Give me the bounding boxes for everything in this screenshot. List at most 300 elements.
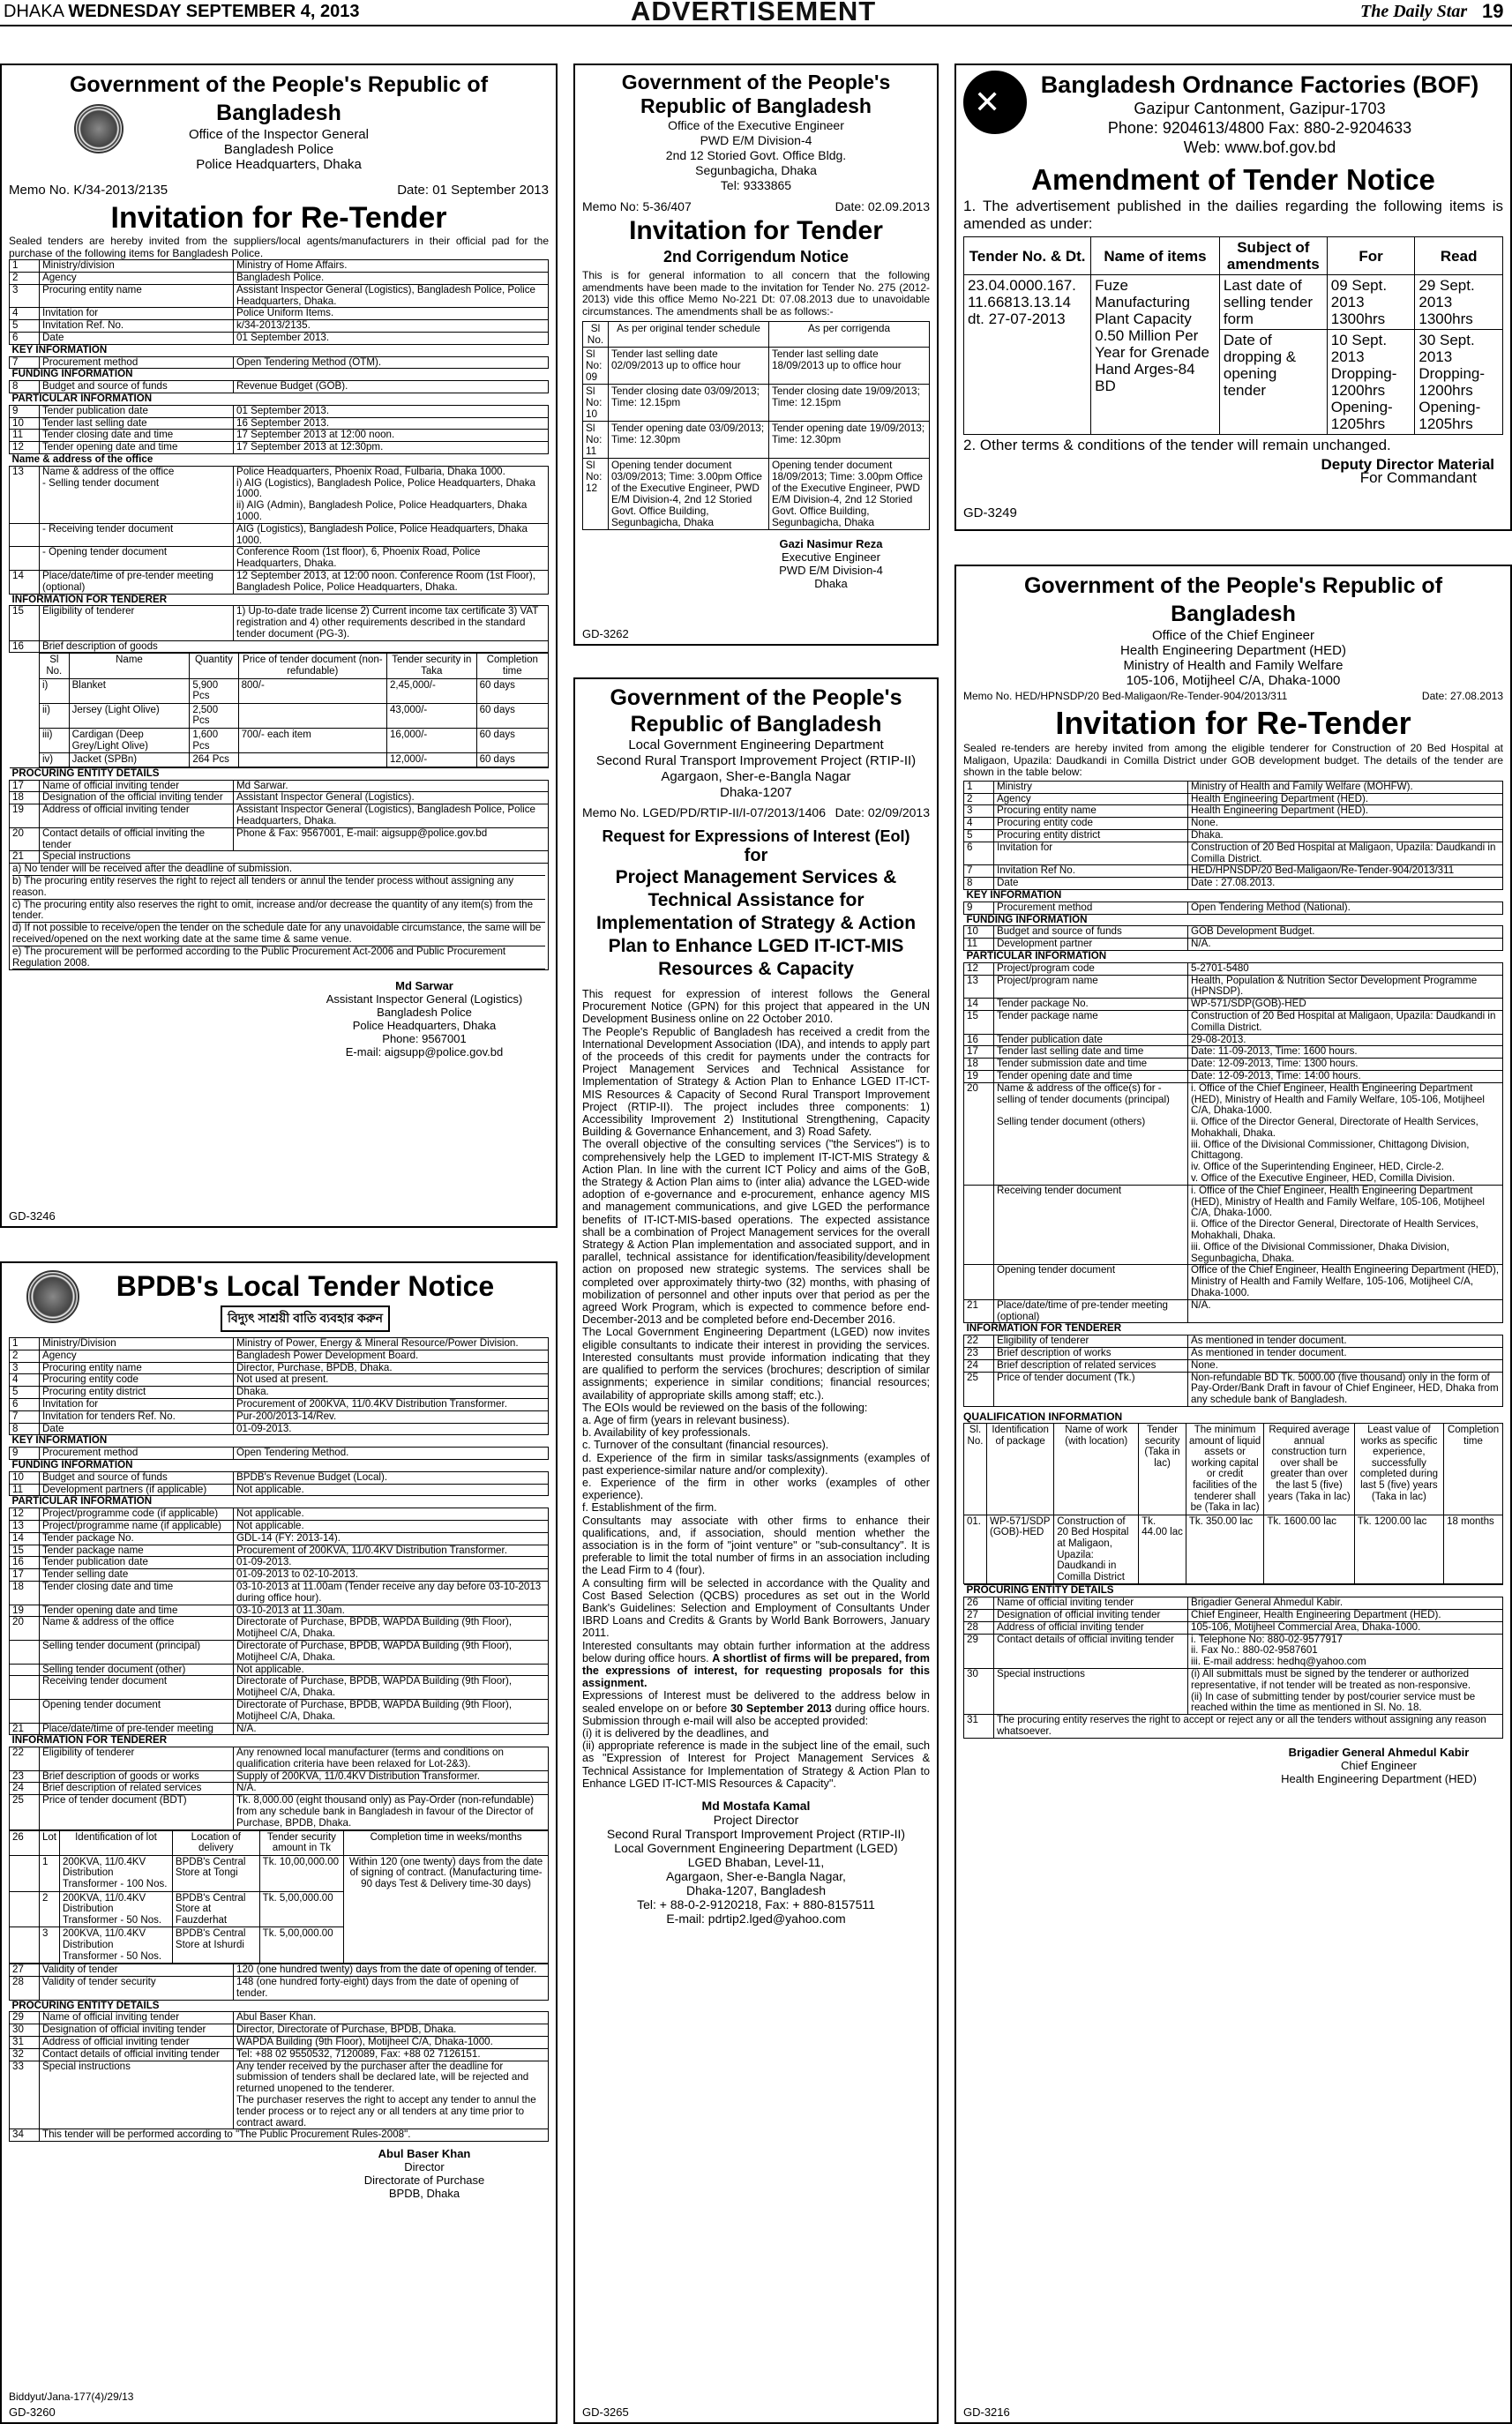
row-value: Open Tendering Method (OTM).	[234, 356, 549, 369]
row-label: Tender package name	[40, 1545, 234, 1557]
instruction-item: e) The procurement will be performed according to the Public Procurement Act-2006 and Public Procurement Regulation 2008.	[12, 946, 545, 970]
row-label: Brief description of related services	[994, 1359, 1188, 1372]
table-row	[964, 1335, 1503, 1348]
row-label: Special instructions	[40, 2061, 234, 2129]
row-number: 15	[10, 1545, 40, 1557]
row-label: Brief description of goods or works	[40, 1770, 234, 1783]
table-row	[10, 1735, 549, 1747]
section-title: ADVERTISEMENT	[631, 0, 877, 26]
table-row	[964, 878, 1503, 890]
table-row	[10, 1545, 549, 1557]
row-label: - Receiving tender document	[40, 523, 234, 547]
table-row	[964, 1359, 1503, 1372]
table-row	[10, 1338, 549, 1350]
table-row	[10, 1770, 549, 1783]
ad-hed-retender	[954, 565, 1512, 2424]
table-cell: Sl No: 11	[583, 422, 609, 459]
page-number: 19	[1482, 0, 1504, 22]
table-row	[964, 275, 1503, 330]
row-label: Name & address of the office - Selling tender document	[40, 466, 234, 523]
office-line: Tel: 9333865	[720, 178, 792, 192]
gd-code: GD-3262	[582, 627, 629, 640]
instruction-item: c) The procuring entity also reserves the right to omit, increase and/or decrease the quantity of any item(s) from the tender.	[12, 900, 545, 924]
memo-line: Memo No. K/34-2013/2135 Date: 01 September 2013	[9, 183, 549, 198]
table-row	[10, 1977, 549, 2001]
table-cell: Tender last selling date 18/09/2013 up to office hour	[768, 348, 929, 385]
table-cell: 60 days	[476, 703, 548, 728]
row-label: Validity of tender security	[40, 1977, 234, 2001]
column-header: Completion time in weeks/months	[344, 1830, 549, 1855]
row-label: Agency	[994, 793, 1188, 805]
column-header: For	[1327, 237, 1415, 275]
table-row	[10, 1855, 549, 1891]
row-value: Police Uniform Items.	[234, 308, 549, 320]
row-label: - Opening tender document	[40, 547, 234, 571]
paragraph: This request for expression of interest follows the General Procurement Notice (GPN) for this project that appeared in the UN Development Business online on 22 October 2010.	[582, 988, 930, 1026]
row-number: 21	[964, 1299, 994, 1323]
row-value: Non-refundable BD Tk. 5000.00 (five thousand) only in the form of Pay-Order/Bank Draft in favour of Chief Engineer, HED, Dhaka from any schedule bank of Bangladesh.	[1188, 1372, 1503, 1406]
table-cell: i)	[40, 678, 70, 703]
row-number: 23	[964, 1348, 994, 1360]
section-heading: PROCURING ENTITY DETAILS	[964, 1585, 1503, 1597]
row-number: 16	[964, 1034, 994, 1046]
table-row	[10, 1723, 549, 1735]
row-label: Procuring entity district	[40, 1387, 234, 1399]
eoi-conditions	[582, 1727, 930, 1790]
tender-table	[9, 1964, 549, 2142]
table-row	[964, 1265, 1503, 1299]
table-row	[964, 1070, 1503, 1082]
row-number	[10, 547, 40, 571]
column-header: Identification of package	[987, 1424, 1054, 1515]
table-cell: Cardigan (Deep Grey/Light Olive)	[69, 729, 190, 753]
row-label: Budget and source of funds	[40, 381, 234, 393]
table-row	[964, 1348, 1503, 1360]
row-number: 10	[10, 1471, 40, 1484]
page-header	[0, 0, 1512, 26]
row-number: 5	[964, 829, 994, 842]
table-row	[10, 430, 549, 442]
table-row	[10, 2012, 549, 2024]
table-cell: Sl No: 12	[583, 459, 609, 530]
memo-line: Memo No. LGED/PD/RTIP-II/I-07/2013/1406 Date: 02/09/2013	[582, 805, 930, 819]
row-number: 4	[10, 308, 40, 320]
column-header: Least value of works as specific experience, successfully completed during last 5 (five) years (Taka in lac)	[1354, 1424, 1443, 1515]
table-row	[964, 1372, 1503, 1406]
paragraph: b. Availability of key professionals.	[582, 1426, 751, 1440]
row-label: Budget and source of funds	[994, 926, 1188, 939]
section-heading: PARTICULAR INFORMATION	[10, 1496, 549, 1508]
table-row	[10, 308, 549, 320]
table-row	[10, 1569, 549, 1582]
table-row	[10, 260, 549, 273]
row-number: 4	[10, 1374, 40, 1387]
table-cell: 200KVA, 11/0.4KV Distribution Transformer - 50 Nos.	[60, 1891, 173, 1927]
row-label: Procuring entity name	[40, 1362, 234, 1374]
row-number	[964, 1185, 994, 1265]
table-row	[964, 842, 1503, 865]
row-number: 1	[10, 260, 40, 273]
row-label: Procuring entity code	[994, 818, 1188, 830]
column-header: As per original tender schedule	[608, 322, 768, 348]
row-number: 5	[10, 320, 40, 333]
table-cell	[238, 753, 386, 767]
row-number: 7	[10, 356, 40, 369]
row-value: Phone & Fax: 9567001, E-mail: aigsupp@police.gov.bd	[234, 827, 549, 851]
row-label: Procurement method	[40, 356, 234, 369]
column-header: Tender security in Taka	[387, 654, 477, 678]
signature-block: Gazi Nasimur Reza Executive Engineer PWD E/M Division-4 Dhaka	[779, 537, 883, 591]
row-number: 16	[10, 640, 40, 653]
row-label: Selling tender document (principal)	[40, 1640, 234, 1664]
row-number: 30	[964, 1668, 994, 1714]
row-value: Supply of 200KVA, 11/0.4KV Distribution Transformer.	[234, 1770, 549, 1783]
paragraph: The People's Republic of Bangladesh has received a credit from the International Development Association (IDA), and intends to apply part of the proceeds of this credit for payments under the contracts for Project Management Services and Technical Assistance for Implementation of Strategy & Action Plan to Enhance LGED IT-ICT-MIS Resources & Capacity of Second Rural Transport Improvement Project (RTIP-II). The project includes three components: 1) Accessibility Improvement 2) Institutional Strengthening, Capacity Building & Governance Enhancement, and 3) Road Safety.	[582, 1025, 930, 1139]
row-label: Tender opening date and time	[40, 1605, 234, 1617]
row-label: Receiving tender document	[40, 1676, 234, 1700]
table-row	[964, 1299, 1503, 1323]
row-value: Tk. 8,000.00 (eight thousand only) as Pay-Order (non-refundable) from any schedule bank in Bangladesh in favour of the Director of Purchase, BPDB, Dhaka.	[234, 1795, 549, 1829]
table-row	[10, 547, 549, 571]
table-row	[10, 2000, 549, 2012]
row-value: Any renowned local manufacturer (terms and conditions on qualification criteria have been relaxed for Lot-2&3).	[234, 1747, 549, 1771]
table-header	[40, 654, 549, 678]
table-row	[10, 1581, 549, 1605]
table-row	[10, 827, 549, 851]
row-label: Validity of tender	[40, 1964, 234, 1977]
table-row	[964, 902, 1503, 914]
row-value: Pur-200/2013-14/Rev.	[234, 1410, 549, 1423]
row-number: 34	[10, 2129, 40, 2142]
column-header: Lot	[40, 1830, 60, 1855]
row-number: 27	[964, 1609, 994, 1621]
row-value: Procurement of 200KVA, 11/0.4KV Distribution Transformer.	[234, 1398, 549, 1410]
row-number: 12	[10, 442, 40, 454]
column-header: Tender security (Taka in lac)	[1139, 1424, 1186, 1515]
row-number: 1	[964, 781, 994, 793]
table-row	[10, 2036, 549, 2048]
address-line: Phone: 9204613/4800 Fax: 880-2-9204633	[1107, 119, 1412, 137]
row-value: Ministry of Power, Energy & Mineral Resource/Power Division.	[234, 1338, 549, 1350]
row-value: None.	[1188, 1359, 1503, 1372]
section-heading: KEY INFORMATION	[964, 889, 1503, 902]
row-label: Designation of official inviting tender	[994, 1609, 1188, 1621]
signature-block: Md Sarwar Assistant Inspector General (Logistics) Bangladesh Police Police Headquarters, Dhaka Phone: 9567001 E-mail: aigsupp@police.gov.bd	[326, 979, 523, 1059]
row-number: 33	[10, 2061, 40, 2129]
table-cell: Jacket (SPBn)	[69, 753, 190, 767]
table-cell: BPDB's Central Store at Tongi	[172, 1855, 259, 1891]
ad-intro: Sealed tenders are hereby invited from the suppliers/local agents/manufacturers in their official pad for the purchase of the following items for Bangladesh Police.	[9, 235, 549, 259]
row-number: 9	[10, 1448, 40, 1460]
row-number: 18	[10, 792, 40, 804]
row-value: 12 September 2013, at 12:00 noon. Conference Room (1st Floor), Bangladesh Police, Police Headquarters, Dhaka.	[234, 570, 549, 594]
eoi-for: for	[744, 846, 768, 865]
row-value: 16 September 2013.	[234, 417, 549, 430]
table-cell: iii)	[40, 729, 70, 753]
table-row	[10, 851, 549, 864]
table-row	[583, 422, 930, 459]
table-cell: ii)	[40, 703, 70, 728]
row-label: Procuring entity code	[40, 1374, 234, 1387]
table-row	[10, 792, 549, 804]
row-value: Procurement of 200KVA, 11/0.4KV Distribution Transformer.	[234, 1545, 549, 1557]
paragraph: A consulting firm will be selected in accordance with the Quality and Cost Based Selection (QCBS) procedures as set out in the World Bank's Guidelines: Selection and Employment of Consultants Under IBRD Loans and Credits & Grants by World Bank Borrowers, January 2011.	[582, 1576, 930, 1640]
row-value: Date: 11-09-2013, Time: 1600 hours.	[1188, 1046, 1503, 1059]
row-value: i. Office of the Chief Engineer, Health Engineering Department (HED), Ministry of Health and Family Welfare, 105-106, Motijheel C/A, Dhaka-1000. ii. Office of the Director General, Directorate of Health Services, Mohakhali, Dhaka. iii. Office of the Divisional Commissioner, Dhaka Division, Segunbagicha, Dhaka.	[1188, 1185, 1503, 1265]
row-number: 6	[964, 842, 994, 865]
row-value: k/34-2013/2135.	[234, 320, 549, 333]
table-row	[964, 914, 1503, 926]
table-row	[964, 1185, 1503, 1265]
row-label: Name & address of the office(s) for - selling of tender documents (principal) Selling tender document (others)	[994, 1082, 1188, 1185]
row-label: Tender last selling date and time	[994, 1046, 1188, 1059]
row-value: BPDB's Revenue Budget (Local).	[234, 1471, 549, 1484]
ad-title: Government of the People's Republic of Bangladesh	[621, 71, 891, 117]
column-header: Name	[69, 654, 190, 678]
eoi-shortlist: Interested consultants may obtain further information at the address below during office hours. A shortlist of firms will be prepared, from the expressions of interest, for requesting proposals for this assignment.	[582, 1639, 930, 1690]
ad-title: Government of the People's Republic of Bangladesh	[1023, 573, 1443, 626]
row-number: 4	[964, 818, 994, 830]
row-number: 3	[964, 805, 994, 818]
table-row	[10, 284, 549, 308]
row-number: 20	[10, 1617, 40, 1641]
table-cell: 43,000/-	[387, 703, 477, 728]
table-row	[10, 344, 549, 356]
row-value: As mentioned in tender document.	[1188, 1335, 1503, 1348]
office-line: Agargaon, Sher-e-Bangla Nagar	[661, 769, 851, 784]
row-label: Project/program name	[994, 975, 1188, 999]
row-value: Bangladesh Power Development Board.	[234, 1350, 549, 1362]
row-label: Invitation for	[994, 842, 1188, 865]
table-cell: 60 days	[476, 678, 548, 703]
row-label: Agency	[40, 1350, 234, 1362]
row-value: Tel: +88 02 9550532, 7120089, Fax: +88 02 7126151.	[234, 2048, 549, 2061]
table-row	[10, 1640, 549, 1664]
row-number: 25	[964, 1372, 994, 1406]
lot-table	[9, 1830, 549, 1964]
office-line: Ministry of Health and Family Welfare	[1123, 658, 1344, 673]
address-line: Gazipur Cantonment, Gazipur-1703	[1134, 100, 1386, 117]
paragraph: The EOIs would be reviewed on the basis of the following:	[582, 1401, 868, 1414]
table-row	[964, 1634, 1503, 1668]
row-label: Designation of official inviting tender	[40, 2024, 234, 2037]
row-number: 25	[10, 1795, 40, 1829]
table-row	[10, 1520, 549, 1532]
table-cell: Opening tender document 03/09/2013; Time: 3.00pm Office of the Executive Engineer, PWD E/M Division-4, 2nd 12 Storied Govt. Office Building, Segunbagicha, Dhaka	[608, 459, 768, 530]
row-value: Chief Engineer, Health Engineering Department (HED).	[1188, 1609, 1503, 1621]
table-cell: Tk. 1200.00 lac	[1354, 1515, 1443, 1584]
table-row	[964, 1609, 1503, 1621]
row-number: 12	[964, 962, 994, 975]
section-heading: Name & address of the office	[10, 453, 549, 466]
row-number: 14	[10, 570, 40, 594]
row-value: Date: 12-09-2013, Time: 14:00 hours.	[1188, 1070, 1503, 1082]
dateline: DHAKA WEDNESDAY SEPTEMBER 4, 2013	[4, 2, 360, 21]
row-value: Open Tendering Method (National).	[1188, 902, 1503, 914]
table-cell: Tender last selling date 02/09/2013 up to office hour	[608, 348, 768, 385]
row-value: Director, Purchase, BPDB, Dhaka.	[234, 1362, 549, 1374]
row-label: Place/date/time of pre-tender meeting	[40, 1723, 234, 1735]
table-row	[10, 1484, 549, 1496]
table-cell: 18 months	[1444, 1515, 1503, 1584]
ad-title: Bangladesh Ordnance Factories (BOF)	[1040, 71, 1479, 98]
table-cell: 1	[40, 1855, 60, 1891]
table-cell: Last date of selling tender form	[1219, 275, 1327, 330]
row-number: 14	[964, 999, 994, 1011]
row-value: 5-2701-5480	[1188, 962, 1503, 975]
row-value: Open Tendering Method.	[234, 1448, 549, 1460]
table-row	[10, 1496, 549, 1508]
row-label: Tender last selling date	[40, 417, 234, 430]
table-cell: 200KVA, 11/0.4KV Distribution Transformer - 100 Nos.	[60, 1855, 173, 1891]
row-number: 13	[10, 1520, 40, 1532]
row-label: Opening tender document	[40, 1699, 234, 1723]
column-header: Quantity	[190, 654, 238, 678]
row-number: 2	[10, 1350, 40, 1362]
office-line: Second Rural Transport Improvement Project (RTIP-II)	[595, 753, 917, 768]
row-number: 7	[10, 1410, 40, 1423]
row-label: Special instructions	[994, 1668, 1188, 1714]
section-heading: FUNDING INFORMATION	[10, 369, 549, 381]
table-row	[10, 453, 549, 466]
ad-heading: Amendment of Tender Notice	[1031, 163, 1435, 196]
row-label: Tender package No.	[994, 999, 1188, 1011]
row-label: Date	[40, 1423, 234, 1435]
section-heading: PROCURING ENTITY DETAILS	[10, 2000, 549, 2012]
section-heading: INFORMATION FOR TENDERER	[10, 1735, 549, 1747]
row-number: 24	[10, 1783, 40, 1795]
table-row	[10, 417, 549, 430]
signer-title: Deputy Director Material	[1321, 456, 1494, 473]
row-number: 16	[10, 1557, 40, 1569]
row-number	[964, 1265, 994, 1299]
row-label: Address of official inviting tender	[40, 804, 234, 828]
table-row	[10, 1676, 549, 1700]
column-header: Name of items	[1091, 237, 1220, 275]
signature-block: Brigadier General Ahmedul Kabir Chief Engineer Health Engineering Department (HED)	[1281, 1745, 1477, 1785]
table-cell: 01.	[964, 1515, 987, 1584]
table-cell: Tender opening date 19/09/2013; Time: 12.30pm	[768, 422, 929, 459]
row-value: Police Headquarters, Phoenix Road, Fulbaria, Dhaka 1000. i) AIG (Logistics), Bangladesh Police, Police Headquarters, Dhaka 1000. ii) AIG (Admin), Bangladesh Police, Police Headquarters, Dhaka 1000.	[234, 466, 549, 523]
row-number: 21	[10, 1723, 40, 1735]
table-cell: Fuze Manufacturing Plant Capacity 0.50 Million Per Year for Grenade Hand Arges-84 BD	[1091, 275, 1220, 435]
table-row	[10, 1783, 549, 1795]
table-cell: Sl No: 10	[583, 385, 609, 422]
ad-pwd-corrigendum	[573, 64, 939, 646]
row-number: 29	[10, 2012, 40, 2024]
row-number: 15	[10, 606, 40, 640]
row-value: i. Telephone No: 880-02-9577917 ii. Fax No.: 880-02-9587601 iii. E-mail address: hedhq@yahoo.com	[1188, 1634, 1503, 1668]
office-line: Local Government Engineering Department	[628, 737, 884, 752]
amendment-table	[963, 236, 1503, 435]
table-row	[10, 1471, 549, 1484]
table-row	[10, 1747, 549, 1771]
row-number: 5	[10, 1387, 40, 1399]
row-number: 24	[964, 1359, 994, 1372]
table-row	[964, 1715, 1503, 1739]
table-cell: 700/- each item	[238, 729, 386, 753]
row-label: Tender package name	[994, 1010, 1188, 1034]
column-header: Tender security amount in Tk	[259, 1830, 344, 1855]
table-row	[964, 1515, 1503, 1584]
row-value: 01-09-2013 to 02-10-2013.	[234, 1569, 549, 1582]
row-label: Contact details of official inviting the tender	[40, 827, 234, 851]
table-cell: Tk. 5,00,000.00	[259, 1891, 344, 1927]
table-row	[10, 804, 549, 828]
office-line: PWD E/M Division-4	[700, 133, 812, 147]
row-label: Invitation for	[40, 1398, 234, 1410]
table-cell: iv)	[40, 753, 70, 767]
section-heading: FUNDING INFORMATION	[964, 914, 1503, 926]
table-row	[10, 1350, 549, 1362]
tender-table	[9, 1337, 549, 1830]
row-number: 17	[964, 1046, 994, 1059]
row-label: The procuring entity reserves the right to accept or reject any or all the tenders without assigning any reason whatsoever.	[994, 1715, 1503, 1739]
row-label: Price of tender document (BDT)	[40, 1795, 234, 1829]
office-line: 2nd 12 Storied Govt. Office Bldg.	[665, 148, 847, 162]
table-row	[583, 385, 930, 422]
column-header: Location of delivery	[172, 1830, 259, 1855]
table-row	[964, 1034, 1503, 1046]
column-header: Sl No.	[40, 654, 70, 678]
row-value: Any tender received by the purchaser after the deadline for submission of tenders shall be declared late, will be rejected and returned unopened to the tenderer. The purchaser reserves the right to accept any tender to annul the tender process or to reject any or all tenders at any time prior to contract award.	[234, 2061, 549, 2129]
row-number: 28	[10, 1977, 40, 2001]
table-row	[10, 405, 549, 417]
signature-block: Md Mostafa Kamal Project Director Second Rural Transport Improvement Project (RTIP-II) Local Government Engineering Department (LGED) LGED Bhaban, Level-11, Agargaon, Sher-e-Bangla Nagar, Dhaka-1207, Bangladesh Tel: + 88-0-2-9120218, Fax: + 880-8157511 E-mail: pdrtip2.lged@yahoo.com	[606, 1799, 906, 1926]
row-value: Ministry of Health and Family Welfare (MOHFW).	[1188, 781, 1503, 793]
table-row	[10, 570, 549, 594]
signature-block: Abul Baser Khan Director Directorate of Purchase BPDB, Dhaka	[363, 2147, 485, 2201]
row-value: N/A.	[1188, 1299, 1503, 1323]
row-number: 31	[10, 2036, 40, 2048]
row-value: GDL-14 (FY: 2013-14).	[234, 1532, 549, 1545]
table-cell: Tender opening date 03/09/2013; Time: 12.30pm	[608, 422, 768, 459]
table-cell: 29 Sept. 2013 1300hrs	[1415, 275, 1503, 330]
table-row	[10, 606, 549, 640]
row-number: 17	[10, 780, 40, 792]
column-header: The minimum amount of liquid assets or working capital or credit facilities of the tenderer shall be (Taka in lac)	[1186, 1424, 1263, 1515]
row-number	[10, 1664, 40, 1676]
office-line: Police Headquarters, Dhaka	[196, 157, 362, 172]
table-row	[964, 889, 1503, 902]
row-value: Brigadier General Ahmedul Kabir.	[1188, 1597, 1503, 1610]
table-row	[10, 1374, 549, 1387]
row-label: Invitation for tenders Ref. No.	[40, 1410, 234, 1423]
table-row	[10, 2048, 549, 2061]
row-number: 17	[10, 1569, 40, 1582]
column-header: Required average annual construction turn over shall be greater than over the last 5 (five) years (Taka in lac)	[1264, 1424, 1354, 1515]
table-cell: 2	[40, 1891, 60, 1927]
table-row	[10, 1423, 549, 1435]
table-row	[10, 2061, 549, 2129]
row-number: 8	[10, 1423, 40, 1435]
row-value: Md Sarwar.	[234, 780, 549, 792]
row-value: None.	[1188, 818, 1503, 830]
row-value: Health, Population & Nutrition Sector Development Programme (HPNSDP).	[1188, 975, 1503, 999]
bpdb-logo-icon	[26, 1270, 79, 1323]
section-heading: KEY INFORMATION	[10, 1435, 549, 1448]
column-header: Sl No.	[583, 322, 609, 348]
table-row	[10, 1795, 549, 1829]
row-label: Tender opening date and time	[994, 1070, 1188, 1082]
table-cell: Blanket	[69, 678, 190, 703]
table-row	[10, 332, 549, 344]
completion-cell: Within 120 (one twenty) days from the date of signing of contract. (Manufacturing time-90 days Test & Delivery time-30 days)	[344, 1855, 549, 1963]
row-label: Brief description of goods	[40, 640, 549, 653]
row-number	[10, 523, 40, 547]
row-label: Name of official inviting tender	[40, 780, 234, 792]
masthead: The Daily Star	[1360, 2, 1468, 21]
